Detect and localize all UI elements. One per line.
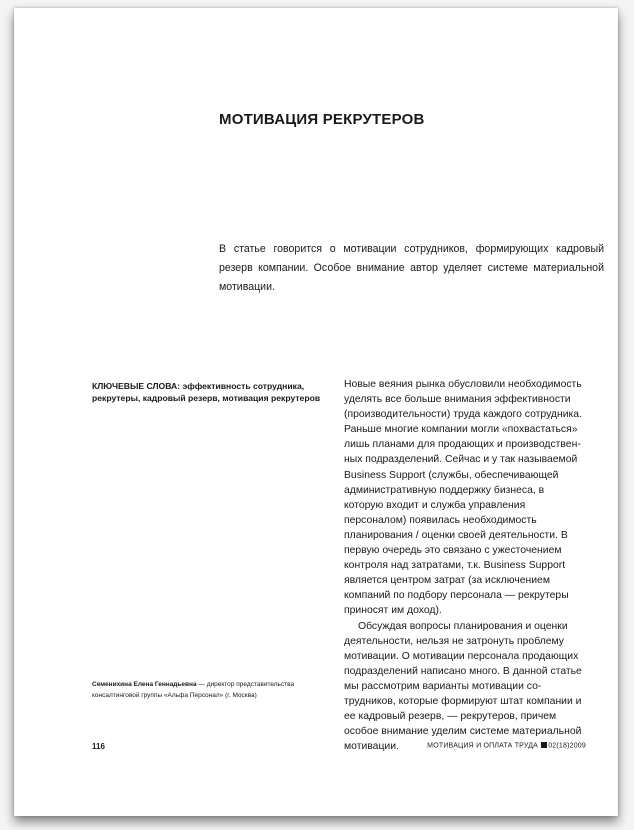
page-number: 116 bbox=[92, 742, 105, 751]
author-description: — директор представительства консалтинговой группы «Альфа Персонал» (г. Москва) bbox=[92, 681, 295, 699]
article-body bbox=[344, 377, 586, 754]
keywords-text: эффективность сотрудника, рекрутеры, кадровый резерв, мотивация рекрутеров bbox=[92, 381, 321, 403]
running-footer bbox=[427, 742, 586, 750]
document-page bbox=[14, 8, 618, 816]
keywords-block bbox=[92, 380, 337, 404]
author-info bbox=[92, 679, 342, 701]
square-separator-icon bbox=[541, 742, 547, 748]
body-paragraph: Обсуждая вопросы планирования и оценки деятельности, нельзя не затронуть проблему мотивации. О мотивации персонала продающих подразделений написано много. В данной статье мы рассмотрим варианты мотивации сотрудников, которые формируют штат компании и ее кадровый резерв, — рекрутеров, причем особое внимание уделим системе материальной мотивации. bbox=[344, 620, 582, 753]
issue-number: 02(18)2009 bbox=[548, 742, 586, 750]
keywords-label: КЛЮЧЕВЫЕ СЛОВА: bbox=[92, 381, 181, 391]
article-lead: В статье говорится о мотивации сотрудников, формирующих кадровый резерв компании. Особое внимание автор уделяет системе материальной мотивации. bbox=[219, 243, 604, 293]
magazine-name: МОТИВАЦИЯ И ОПЛАТА ТРУДА bbox=[427, 742, 539, 750]
body-paragraph: Новые веяния рынка обусловили необходимость уделять все больше внимания эффективности (производительности) труда каждого сотрудника. Раньше многие компании могли «похвастаться» лишь планами для продающих и производственных подразделений. Сейчас и у так называемой Business Support (службы, обеспечивающей административную поддержку бизнеса, в которую входит и служба управления персоналом) появилась необходимость планирования / оценки своей деятельности. В первую очередь это связано с ужесточением контроля над затратами, т.к. Business Support является центром затрат (за исключением компаний по подбору персонала — рекрутеры приносят им доход). bbox=[344, 379, 582, 617]
article-title: МОТИВАЦИЯ РЕКРУТЕРОВ bbox=[219, 111, 425, 128]
author-name: Семенихина Елена Геннадьевна bbox=[92, 681, 197, 688]
